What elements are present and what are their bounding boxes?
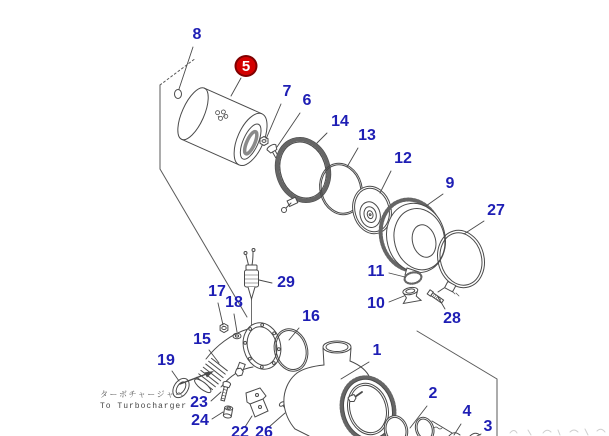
callout-29[interactable]: 29 xyxy=(277,274,295,291)
mount-nut-part xyxy=(220,324,228,333)
callout-18[interactable]: 18 xyxy=(225,294,243,311)
callout-2[interactable]: 2 xyxy=(428,385,438,402)
callout-23[interactable]: 23 xyxy=(190,394,208,411)
clamp-bolt-part xyxy=(427,290,444,304)
flange-bolt-part xyxy=(219,381,231,402)
callout-7[interactable]: 7 xyxy=(282,83,292,100)
spacer-collar-part xyxy=(223,405,233,418)
air-cleaner-body-part xyxy=(284,341,402,436)
seal-ring-part xyxy=(175,90,182,99)
callout-26[interactable]: 26 xyxy=(255,424,273,436)
callout-27[interactable]: 27 xyxy=(487,202,505,219)
callout-8[interactable]: 8 xyxy=(192,26,202,43)
callout-5-highlighted[interactable]: 5 xyxy=(235,55,258,77)
note-english-text: To Turbocharger xyxy=(100,402,188,411)
callout-6[interactable]: 6 xyxy=(302,92,312,109)
callout-24[interactable]: 24 xyxy=(191,412,209,429)
callout-15[interactable]: 15 xyxy=(193,331,211,348)
mount-bracket-part xyxy=(246,388,268,417)
filter-element-part xyxy=(172,84,274,171)
callout-19[interactable]: 19 xyxy=(157,352,175,369)
callout-28[interactable]: 28 xyxy=(443,310,461,327)
callout-11[interactable]: 11 xyxy=(367,263,385,280)
callout-9[interactable]: 9 xyxy=(445,175,455,192)
callout-3[interactable]: 3 xyxy=(483,418,493,435)
vacuator-valve-part xyxy=(401,286,421,303)
callout-10[interactable]: 10 xyxy=(367,295,385,312)
connector-tube-part xyxy=(412,415,452,436)
callout-12[interactable]: 12 xyxy=(394,150,412,167)
filter-logo-mark xyxy=(213,107,229,122)
callout-4[interactable]: 4 xyxy=(462,403,472,420)
note-japanese-text: ターボチャージャヘ xyxy=(100,390,185,399)
callout-14[interactable]: 14 xyxy=(331,113,349,130)
callout-13[interactable]: 13 xyxy=(358,127,376,144)
callout-16[interactable]: 16 xyxy=(302,308,320,325)
clamp-band-part xyxy=(267,130,339,212)
faint-print-artifacts xyxy=(510,429,605,435)
callout-17[interactable]: 17 xyxy=(208,283,226,300)
turbocharger-note xyxy=(100,389,187,411)
callout-22[interactable]: 22 xyxy=(231,424,249,436)
callout-1[interactable]: 1 xyxy=(372,342,382,359)
